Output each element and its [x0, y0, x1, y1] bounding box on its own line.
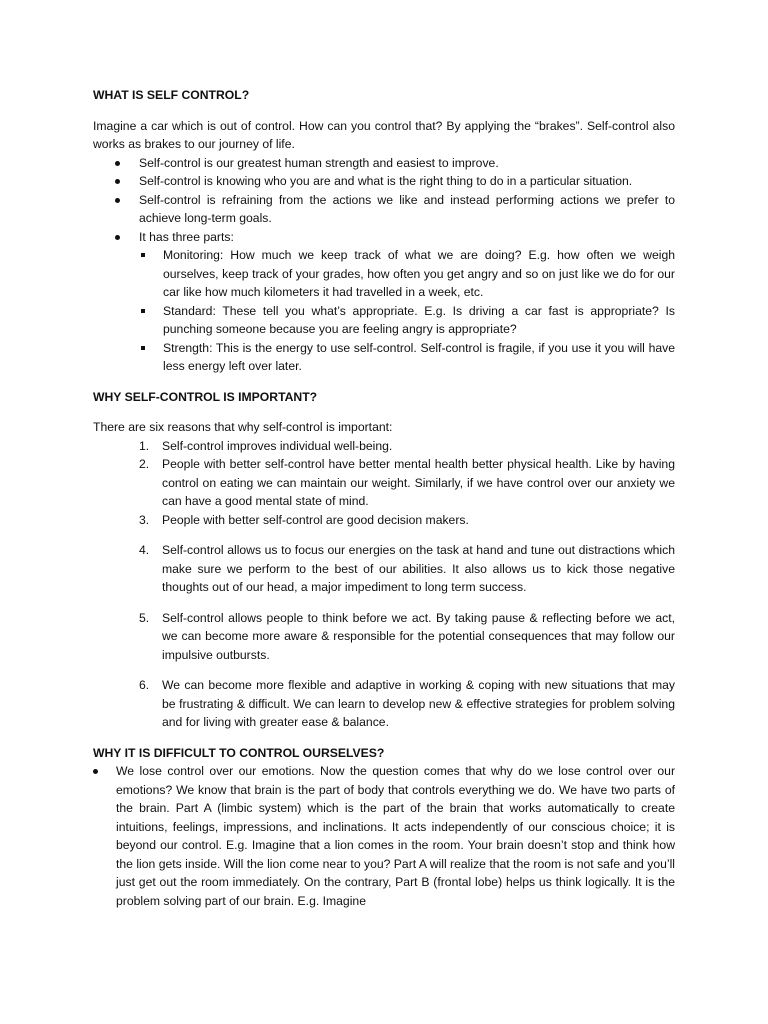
list-item: We lose control over our emotions. Now the question comes that why do we lose control over our emotions? We know that brain is the part of body that controls everything we do. We have two parts of the brain. Part A (limbic system) which is the part of the brain that works automatically to create intuitions, feelings, impressions, and inclinations. It acts independently of our conscious choice; it is beyond our control. E.g. Imagine that a lion comes in the room. Your brain doesn’t stop and think how the lion gets inside. Will the lion come near to you? Part A will realize that the room is not safe and you’ll just get out the room immediately. On the contrary, Part B (frontal lobe) helps us think logically. It is the problem solving part of our brain. E.g. Imagine — [93, 762, 675, 910]
list-item — [93, 511, 675, 530]
list-text: Self-control allows us to focus our energies on the task at hand and tune out distractions which make sure we perform to the best of our abilities. It also allows us to kick those negative thoughts out of our head, a major impediment to long term success. — [162, 543, 675, 594]
list-item: Self-control is knowing who you are and what is the right thing to do in a particular situation. — [93, 172, 675, 191]
list-item: Self-control is refraining from the actions we like and instead performing actions we prefer to achieve long-term goals. — [93, 191, 675, 228]
list-item: Self-control is our greatest human strength and easiest to improve. — [93, 154, 675, 173]
list-item: Standard: These tell you what’s appropriate. E.g. Is driving a car fast is appropriate? Is punching someone because you are feeling angry is appropriate? — [93, 302, 675, 339]
list-item: Strength: This is the energy to use self-control. Self-control is fragile, if you use it you will have less energy left over later. — [93, 339, 675, 376]
list-number: 1. — [139, 438, 150, 453]
list-text: Self-control allows people to think before we act. By taking pause & reflecting before we act, we can become more aware & responsible for the potential consequences that may follow our impulsive outbursts. — [162, 610, 675, 662]
parts-sublist — [93, 246, 675, 376]
list-text: Self-control improves individual well-being. — [162, 438, 393, 453]
list-number: 4. — [139, 543, 150, 557]
reasons-numbered-list — [93, 437, 675, 732]
self-control-bullet-list — [93, 154, 675, 247]
list-item — [93, 609, 675, 665]
list-item — [93, 541, 675, 597]
list-item: Monitoring: How much we keep track of what we are doing? E.g. how often we weigh ourselves, keep track of your grades, how often you get angry and so on just like we do for our car like how much kilometers it had travelled in a week, etc. — [93, 246, 675, 302]
list-text: People with better self-control have better mental health better physical health. Like by having control on eating we can maintain our weight. Similarly, if we have control over our anxiety we can have a good mental state of mind. — [162, 457, 675, 508]
reasons-intro: There are six reasons that why self-control is important: — [93, 420, 393, 434]
list-text: People with better self-control are good decision makers. — [162, 512, 469, 527]
list-item — [93, 228, 675, 247]
heading-why-difficult: WHY IT IS DIFFICULT TO CONTROL OURSELVES? — [93, 745, 385, 760]
list-number: 6. — [139, 678, 150, 692]
list-item — [93, 455, 675, 511]
list-number: 5. — [139, 610, 150, 625]
list-number: 2. — [139, 457, 150, 471]
list-item — [93, 437, 675, 456]
list-number: 3. — [139, 512, 150, 527]
list-text: We can become more flexible and adaptive in working & coping with new situations that may be frustrating & difficult. We can learn to develop new & effective strategies for problem solving and for living with greater ease & balance. — [162, 678, 675, 729]
list-item — [93, 676, 675, 732]
heading-why-self-control-important: WHY SELF-CONTROL IS IMPORTANT? — [93, 389, 318, 404]
heading-what-is-self-control: WHAT IS SELF CONTROL? — [93, 88, 250, 102]
document-body — [93, 86, 675, 910]
intro-paragraph: Imagine a car which is out of control. How can you control that? By applying the “brakes”. Self-control also works as brakes to our journey of life. — [93, 118, 675, 151]
three-parts-label: It has three parts: — [139, 229, 234, 244]
difficulty-bullet-list — [93, 762, 675, 910]
